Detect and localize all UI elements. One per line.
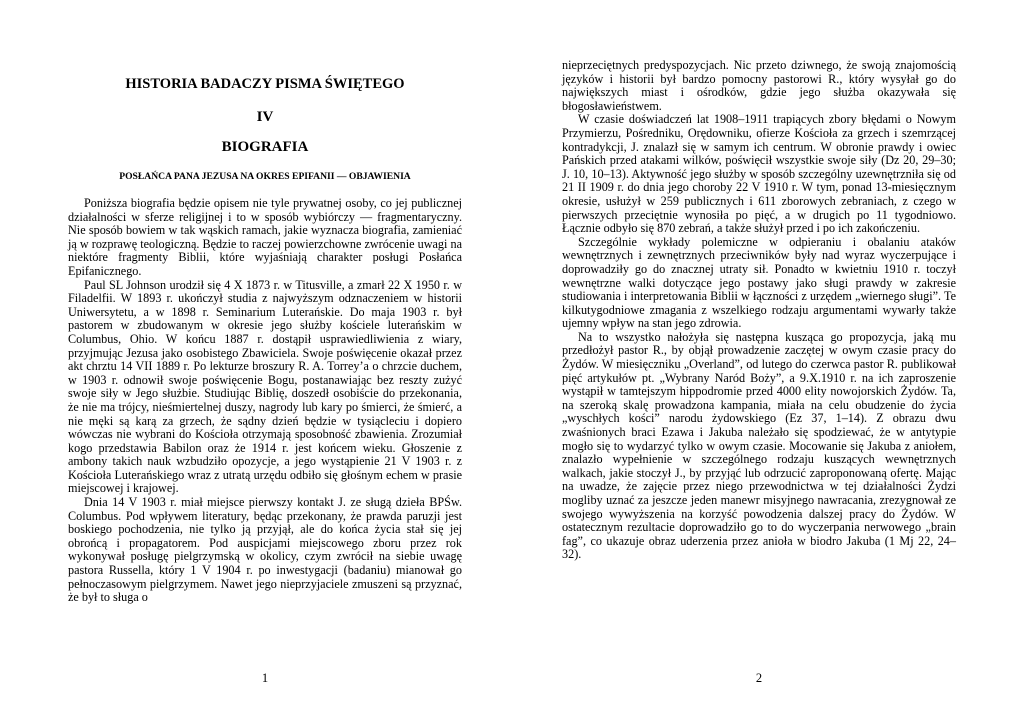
right-page-body: [562, 59, 956, 562]
left-page-body: [68, 197, 462, 605]
paragraph: nieprzeciętnych predyspozycjach. Nic przeto dziwnego, że swoją znajomością języków i historii był bardzo pomocny pastorowi R., który wysyłał go do największych miast i ośrodków, gdzie jego służba okazywała się błogosławieństwem.: [562, 58, 956, 113]
paragraph: Szczególnie wykłady polemiczne w odpieraniu i obalaniu ataków wewnętrznych i zewnętrznych przeciwników były nad wyraz wyczerpujące i doprowadziły go do znacznej utraty sił. Ponadto w kwietniu 1910 r. toczył wewnętrzne walki dotyczące jego postawy jako sługi prawdy w zakresie studiowania i interpretowania Biblii w łączności z urzędem „wiernego sługi”. Te kilkutygodniowe zmagania z wszelkiego rodzaju argumentami wywarły także ujemny wpływ na stan jego zdrowia.: [562, 234, 956, 331]
page-number: 2: [755, 671, 763, 685]
page-number: 1: [261, 671, 269, 685]
page-title: HISTORIA BADACZY PISMA ŚWIĘTEGO: [125, 76, 405, 92]
section-subtitle: POSŁAŃCA PANA JEZUSA NA OKRES EPIFANII — OBJAWIENIA: [119, 171, 411, 182]
paragraph: Na to wszystko nałożyła się następna kusząca go propozycja, jaką mu przedłożył pastor R., by objął prowadzenie zaczętej w owym czasie pracy do Żydów. W miesięczniku „Overland”, od lutego do czerwca pastor R. publikował pięć artykułów pt. „Wybrany Naród Boży”, a 9.X.1910 r. na ich zaproszenie wystąpił w tamtejszym hippodromie przed 4000 elity nowojorskich Żydów. Ta, na szeroką skalę prowadzona kampania, miała na celu obudzenie do życia „wyschłych kości” narodu żydowskiego (Ez 37, 1–14). Z obrazu dwu zwaśnionych braci Ezawa i Jakuba należało się spodziewać, że w antytypie mogło się to wydarzyć tylko w owym czasie. Mocowanie się Jakuba z aniołem, znalazło wypełnienie w szczególnego rodzaju kuszących wewnętrznych walkach, jakie stoczył J., by przyjąć lub odrzucić zaproponowaną ofertę. Mając na uwadze, że zajęcie przez niego przewodnictwa w tej działalności Żydzi mogliby uznać za jeszcze jeden manewr misyjnego nawracania, zrezygnował ze swojego wywyższenia na korzyść powodzenia dalszej pracy do Żydów. W ostatecznym rezultacie doprowadziło go to do wyczerpania nerwowego „brain fag”, co ukazuje obraz uderzenia przez anioła w biodro Jakuba (1 Mj 22, 24–32).: [562, 329, 956, 562]
volume-number: IV: [256, 109, 274, 125]
paragraph: W czasie doświadczeń lat 1908–1911 trapiących zbory błędami o Nowym Przymierzu, Pośredniku, Orędowniku, ofierze Kościoła za grzech i szemrzącej kontradykcji, J. znalazł się w samym ich centrum. W obronie prawdy i owiec Pańskich przed atakami wilków, poświęcił wszystkie swoje siły (Dz 20, 29–30; J. 10, 10–13). Aktywność jego służby w sposób szczególny uzewnętrzniła się od 21 II 1909 r. do dnia jego choroby 22 V 1910 r. W tym, ponad 13-miesięcznym okresie, usłużył w 259 publicznych i 611 zborowych zebraniach, z czego w pierwszych przeciętnie wynosiła po pięć, a w drugich po 11 tygodniowo. Łącznie odbyło się 870 zebrań, a także służył przed i po ich zakończeniu.: [562, 112, 956, 236]
right-page: [562, 0, 956, 724]
left-page: [68, 0, 462, 724]
section-title: BIOGRAFIA: [221, 139, 309, 155]
paragraph: Paul SL Johnson urodził się 4 X 1873 r. w Titusville, a zmarł 22 X 1950 r. w Filadelfii. W 1893 r. ukończył studia z najwyższym odznaczeniem w historii Uniwersytetu, a w 1898 r. Seminarium Luterańskie. Do maja 1903 r. był pastorem w zbudowanym w okresie jego służby kościele luterańskim w Columbus, Ohio. W końcu 1887 r. dostąpił usprawiedliwienia z wiary, przyjmując Jezusa jako osobistego Zbawiciela. Swoje poświęcenie okazał przez akt chrztu 14 VII 1889 r. Po lekturze broszury R. A. Torrey’a o chrzcie duchem, w 1903 r. odnowił swoje poświęcenie Bogu, postanawiając bez reszty zużyć swoje siły w Jego służbie. Studiując Biblię, doszedł osobiście do przekonania, że nie ma trójcy, nieśmiertelnej duszy, nagrody lub kary po śmierci, że śmierć, a nie męki są karą za grzech, że sądny dzień będzie w tysiącleciu i dopiero wówczas nie wybrani do Kościoła otrzymają sposobność zbawienia. Zrozumiał kogo przedstawia Babilon oraz że 1914 r. jest końcem wieku. Głoszenie z ambony takich nauk wzbudziło opozycje, a jego wystąpienie 21 V 1903 r. z Kościoła Luterańskiego wraz z utratą urzędu odbiło się głośnym echem w prasie miejscowej i krajowej.: [68, 277, 462, 496]
paragraph: Poniższa biografia będzie opisem nie tyle prywatnej osoby, co jej publicznej działalności w sferze religijnej i to w sposób wybiórczy — fragmentaryczny. Nie sposób bowiem w tak wąskich ramach, jakie wyznacza biografia, zamieniać ją w rozprawę teologiczną. Będzie to raczej powierzchowne zwrócenie uwagi na niektóre fragmenty Biblii, które wyjaśniają charakter posługi Posłańca Epifanicznego.: [68, 196, 462, 278]
paragraph: Dnia 14 V 1903 r. miał miejsce pierwszy kontakt J. ze sługą dzieła BPŚw. Columbus. Pod wpływem literatury, będąc przekonany, że prawda paruzji jest boskiego pochodzenia, nie tylko ją przyjął, ale do końca życia stał się jej obrońcą i propagatorem. Pod auspicjami miejscowego zboru przez rok wykonywał posługę pielgrzymską w okolicy, czym zwrócił na siebie uwagę pastora Russella, który 1 V 1904 r. po inwestygacji (badaniu) mianował go pełnoczasowym pielgrzymem. Nawet jego nieprzyjaciele zmuszeni są przyznać, że był to sługa o: [68, 495, 462, 605]
